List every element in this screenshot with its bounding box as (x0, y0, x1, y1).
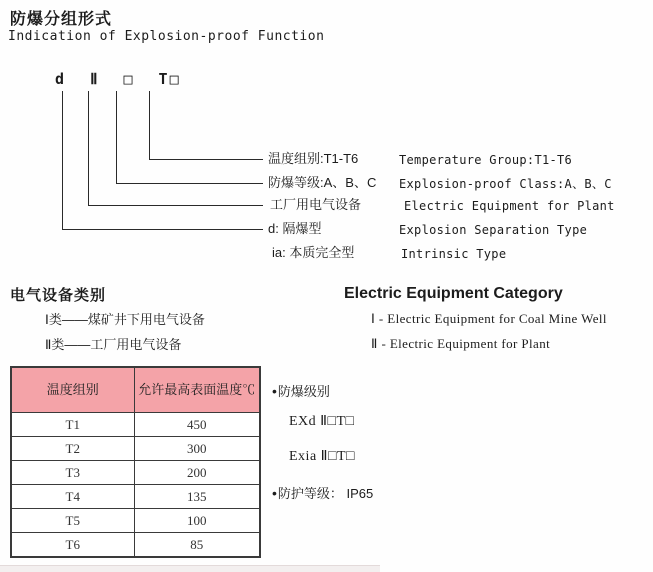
table-cell-group: T6 (11, 533, 134, 558)
spec-code-exd: EXd Ⅱ□T□ (289, 414, 355, 429)
category-title-cn: 电气设备类别 (10, 287, 107, 304)
category-item-en: Ⅰ - Electric Equipment for Coal Mine Well (371, 311, 607, 326)
table-cell-group: T2 (11, 437, 134, 461)
table-cell-temp: 100 (134, 509, 260, 533)
table-row (11, 437, 260, 461)
category-item-cn: Ⅱ类——工厂用电气设备 (45, 337, 182, 352)
table-header-temp-group: 温度组别 (11, 367, 134, 413)
connector-line-d (62, 91, 63, 229)
diagram-label-cn: d: 隔爆型 (268, 221, 322, 236)
diagram-label-en: Explosion-proof Class:A、B、C (399, 177, 612, 191)
table-cell-temp: 135 (134, 485, 260, 509)
explosion-code (55, 70, 194, 88)
table-cell-group: T1 (11, 413, 134, 437)
category-item-en: Ⅱ - Electric Equipment for Plant (371, 336, 551, 351)
table-cell-temp: 200 (134, 461, 260, 485)
diagram-label-cn: 防爆等级:A、B、C (268, 175, 377, 190)
table-row (11, 461, 260, 485)
explosion-class-label: 防爆级别 (277, 384, 330, 399)
page-title: 防爆分组形式 (10, 11, 113, 28)
diagram-label-en: Explosion Separation Type (399, 223, 588, 237)
table-row (11, 533, 260, 558)
connector-line-plant (88, 205, 263, 206)
connector-line-separation (62, 229, 263, 230)
protection-grade-label: 防护等级： IP65 (277, 486, 374, 501)
temperature-table (10, 366, 261, 558)
category-title-en: Electric Equipment Category (344, 285, 563, 302)
bottom-cutoff-bar (0, 565, 380, 572)
table-cell-group: T4 (11, 485, 134, 509)
explosion-class-bullet (272, 381, 330, 400)
code-part-d: d (55, 70, 67, 88)
table-cell-temp: 450 (134, 413, 260, 437)
table-row (11, 509, 260, 533)
connector-line-temp-group (149, 159, 263, 160)
spec-code-exia: Exia Ⅱ□T□ (289, 449, 356, 464)
diagram-label-en: Electric Equipment for Plant (404, 199, 615, 213)
bullet-icon: • (272, 485, 277, 501)
code-part-t: T□ (158, 70, 181, 88)
diagram-label-en: Temperature Group:T1-T6 (399, 153, 573, 167)
table-cell-group: T5 (11, 509, 134, 533)
diagram-label-cn: ia: 本质完全型 (272, 245, 355, 260)
page-subtitle: Indication of Explosion-proof Function (8, 29, 325, 44)
diagram-label-cn: 温度组别:T1-T6 (268, 151, 359, 166)
category-item-cn: Ⅰ类——煤矿井下用电气设备 (45, 312, 205, 327)
connector-line-ii (88, 91, 89, 205)
table-row (11, 413, 260, 437)
table-header-row (11, 367, 260, 413)
code-part-ii: Ⅱ (90, 70, 100, 88)
table-header-max-surface-temp: 允许最高表面温度℃ (134, 367, 260, 413)
connector-line-t (149, 91, 150, 159)
diagram-label-en: Intrinsic Type (401, 247, 507, 261)
protection-grade-bullet (272, 483, 373, 502)
table-cell-group: T3 (11, 461, 134, 485)
connector-line-box (116, 91, 117, 183)
code-part-box: □ (123, 70, 135, 88)
table-cell-temp: 300 (134, 437, 260, 461)
table-cell-temp: 85 (134, 533, 260, 558)
connector-line-class (116, 183, 263, 184)
bullet-icon: • (272, 383, 277, 399)
table-row (11, 485, 260, 509)
diagram-label-cn: 工厂用电气设备 (270, 197, 362, 212)
